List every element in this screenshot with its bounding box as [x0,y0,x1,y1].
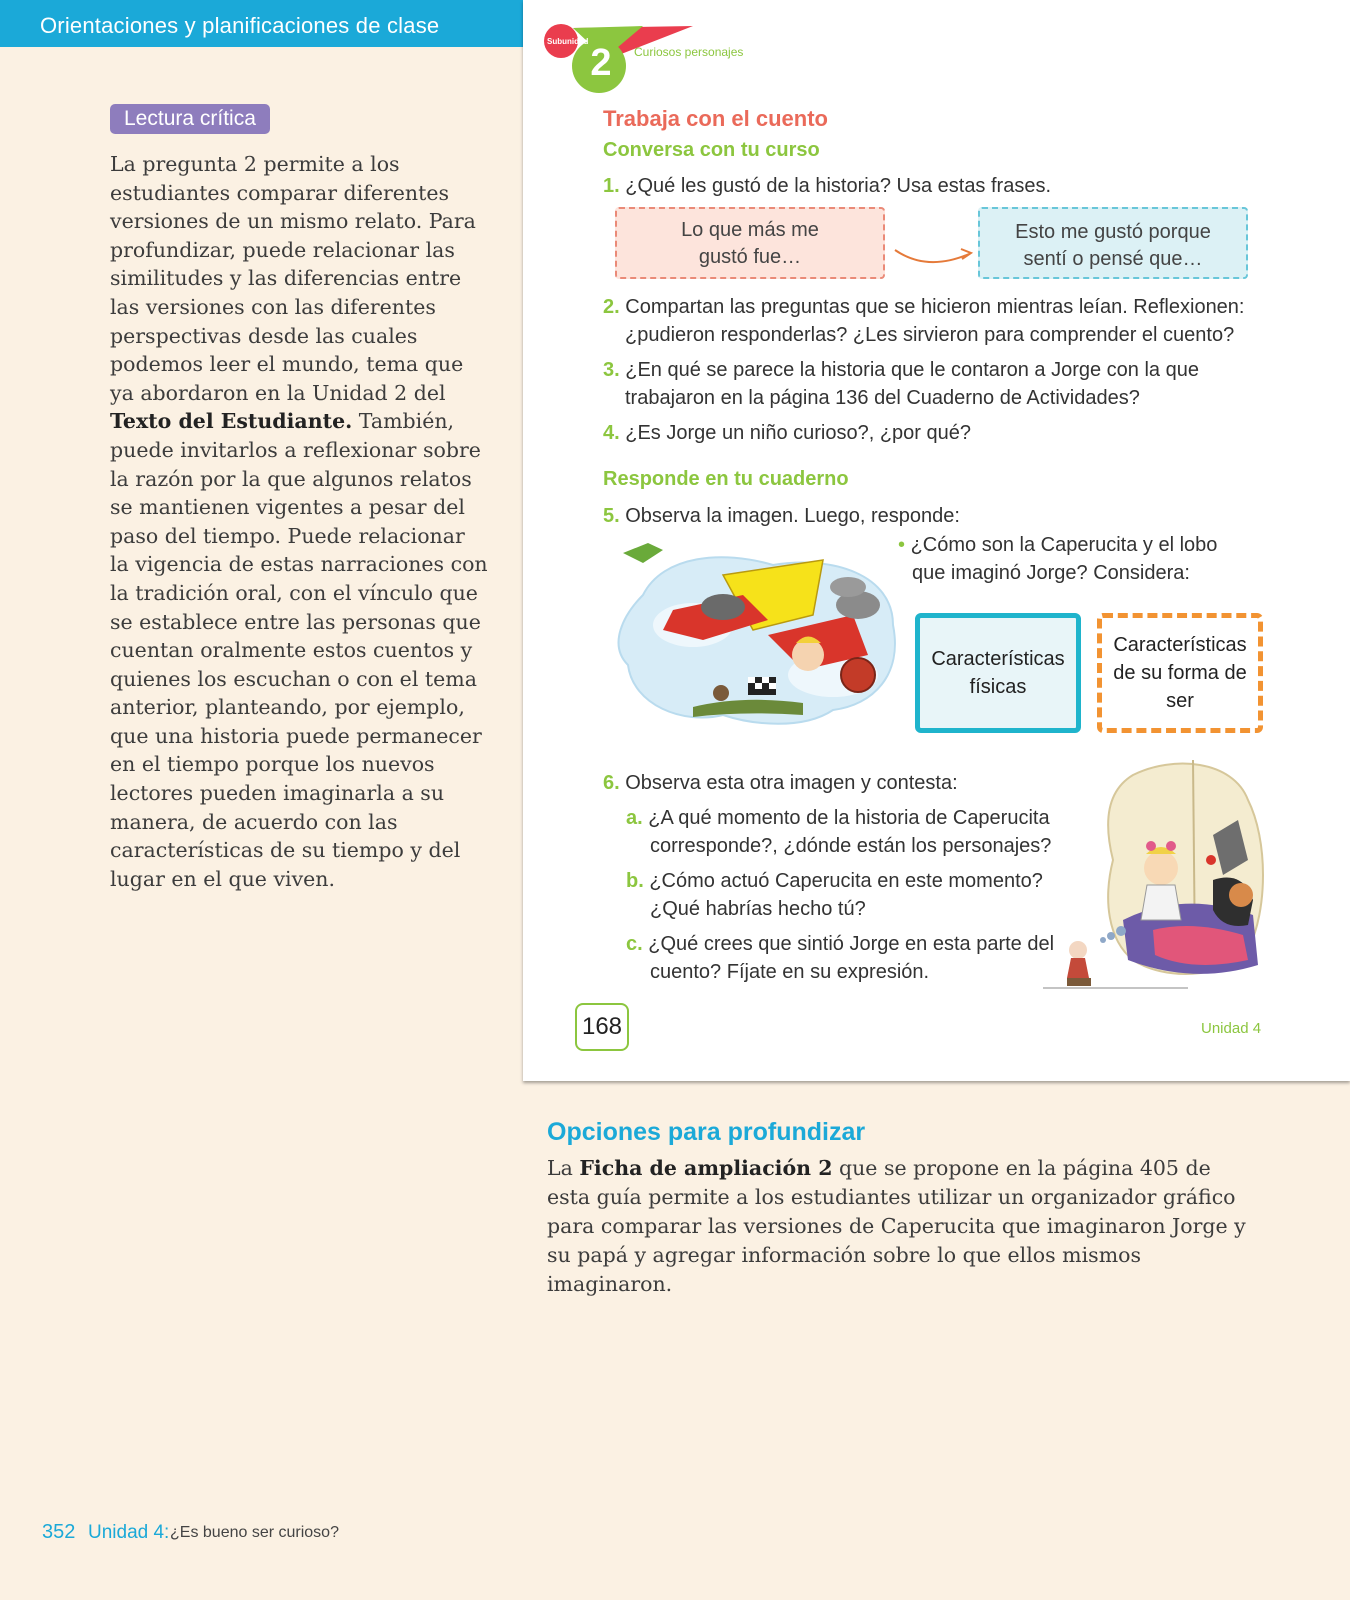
question-6b [626,868,1080,923]
question-5-number: 5. [603,505,620,527]
question-4 [603,420,971,448]
deepen-text [547,1154,1247,1299]
heading-converse: Conversa con tu curso [603,139,820,161]
question-6a [626,805,1080,860]
arrow-connector [891,240,977,270]
deepen-title: Opciones para profundizar [547,1118,866,1146]
bullet-dot: • [898,534,906,556]
header-band [0,0,523,47]
critical-reading-body-2: También, puede invitarlos a reflexionar sobre la razón por la que algunos relatos se mantienen vigentes a pesar del paso del tiempo. Puede relacionar la vigencia de estas narraciones con la tradición oral, con el vínculo que se establece entre las personas que cuentan oralmente estos cuentos y quienes los escuchan o con el tema anterior, planteando, por ejemplo, que una historia puede permanecer en el tiempo porque los nuevos lectores pueden imaginarla a su manera, de acuerdo con las características de su tiempo y del lugar en el que viven. [110,409,488,891]
footer-unit: Unidad 4: [88,1522,170,1543]
phrase-box-1 [615,207,885,279]
guide-page-number: 352 [42,1521,76,1543]
question-6c-text: ¿Qué crees que sintió Jorge en esta parte del cuento? Fíjate en su expresión. [648,933,1055,983]
physical-traits-box [915,613,1081,733]
question-6 [603,770,958,798]
question-3 [603,357,1235,412]
question-3-text: ¿En qué se parece la historia que le contaron a Jorge con la que trabajaron en la página 136 del Cuaderno de Actividades? [625,359,1199,409]
subunit-label: Subunidad [547,37,589,46]
subunit-number: 2 [590,42,612,84]
critical-reading-body-1: La pregunta 2 permite a los estudiantes comparar diferentes versiones de un mismo relato. Para profundizar, puede relacionar las similitudes y las diferencias entre las versiones con las diferentes perspectivas desde las cuales podemos leer el mundo, tema que ya abordaron en la Unidad 2 del [110,152,476,405]
question-2-number: 2. [603,296,620,318]
question-4-number: 4. [603,422,620,444]
critical-reading-text [110,150,490,893]
heading-respond: Responde en tu cuaderno [603,468,849,490]
question-5 [603,503,960,531]
question-6b-letter: b. [626,870,644,892]
question-1-text: ¿Qué les gustó de la historia? Usa estas frases. [625,175,1052,197]
question-6a-text: ¿A qué momento de la historia de Caperucita corresponde?, ¿dónde están los personajes? [648,807,1052,857]
section-badge: Lectura crítica [110,104,270,134]
personality-traits-box [1097,613,1263,733]
header-title: Orientaciones y planificaciones de clase [40,13,440,38]
question-3-number: 3. [603,359,620,381]
question-5-bullet-text: ¿Cómo son la Caperucita y el lobo que imaginó Jorge? Considera: [910,534,1218,584]
deepen-text-1: La [547,1156,573,1180]
question-1 [603,173,1263,201]
phrase-2-text: Esto me gustó porque sentí o pensé que… [1015,221,1211,270]
subunit-title: Curiosos personajes [634,45,744,59]
deepen-text-bold: Ficha de ampliación 2 [579,1156,833,1180]
book-unit-label: Unidad 4 [1201,1020,1262,1037]
question-4-text: ¿Es Jorge un niño curioso?, ¿por qué? [625,422,972,444]
student-book-page [523,0,1350,1081]
heading-work-story: Trabaja con el cuento [603,106,828,131]
question-5-text: Observa la imagen. Luego, responde: [625,505,960,527]
critical-reading-bold: Texto del Estudiante. [110,409,353,434]
illustration-flying-characters [603,535,913,735]
question-2-text: Compartan las preguntas que se hicieron mientras leían. Reflexionen: ¿pudieron responderlas? ¿Les sirvieron para comprender el cuento? [625,296,1245,346]
personality-traits-label: Características de su forma de ser [1113,634,1247,712]
question-5-bullet [898,532,1252,587]
question-6c [626,931,1080,986]
question-6a-letter: a. [626,807,643,829]
deepen-text-2: que se propone en la página 405 de esta guía permite a los estudiantes utilizar un organizador gráfico para comparar las versiones de Caperucita que imaginaron Jorge y su papá y agregar información sobre lo que ellos mismos imaginaron. [547,1156,1246,1296]
question-1-number: 1. [603,175,620,197]
physical-traits-label: Características físicas [931,648,1065,698]
phrase-1-text: Lo que más me gustó fue… [681,219,819,268]
illustration-wolf-bed-scene [1043,750,1283,1000]
question-6-text: Observa esta otra imagen y contesta: [625,772,958,794]
question-2 [603,294,1295,349]
footer-unit-title: ¿Es bueno ser curioso? [170,1524,339,1541]
book-page-number: 168 [575,1003,629,1051]
phrase-box-2 [978,207,1248,279]
question-6b-text: ¿Cómo actuó Caperucita en este momento? ¿Qué habrías hecho tú? [649,870,1043,920]
question-6-number: 6. [603,772,620,794]
question-6c-letter: c. [626,933,643,955]
